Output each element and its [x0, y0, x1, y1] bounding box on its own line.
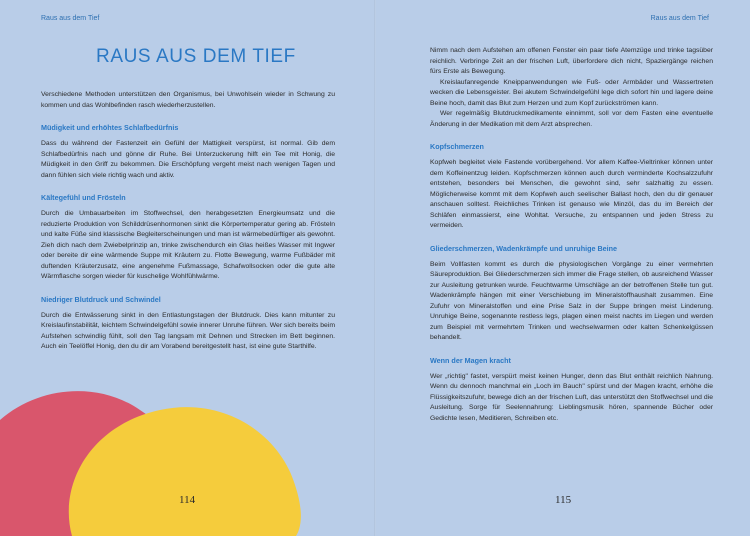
heading-magen: Wenn der Magen kracht	[430, 355, 511, 365]
heading-kaeltegefuehl: Kältegefühl und Frösteln	[41, 193, 126, 202]
right-text-column	[430, 46, 713, 424]
paragraph-muedigkeit: Dass du während der Fastenzeit ein Gefühl der Mattigkeit verspürst, ist normal. Gib dem Schlafbedürfnis nach und gönne dir Ruhe. Bei Unterzuckerung hilft ein Tee mit Honig, die Müdigkeit in den Griff zu bekommen. Die Erschöpfung vergeht meist nach wenigen Tagen und dann fühlen sich viele richtig wach und aktiv.	[41, 140, 335, 179]
running-head-left: Raus aus dem Tief	[41, 15, 100, 22]
heading-kopfschmerzen: Kopfschmerzen	[430, 142, 484, 151]
intro-paragraph: Verschiedene Methoden unterstützen den Organismus, bei Unwohlsein wieder in Schwung zu kommen und das Wohlbefinden rasch wiederherzustellen.	[41, 91, 335, 109]
right-page	[375, 0, 750, 536]
running-head-right: Raus aus dem Tief	[650, 15, 709, 22]
paragraph-blutdruck: Durch die Entwässerung sinkt in den Entlastungstagen der Blutdruck. Dies kann mitunter zu Kreislaufinstabilität, leichtem Schwindelgefühl sowie innerer Unruhe führen. Wer sich bereits beim Aufstehen schwindlig fühlt, soll den Tag langsam mit Dehnen und Strecken im Bett beginnen. Auch ein Teelöffel Honig, den du dir am Vorabend bereitgestellt hast, ist eine gute Starthilfe.	[41, 311, 335, 350]
continuation-paragraph-3: Wer regelmäßig Blutdruckmedikamente einnimmt, soll vor dem Fasten eine eventuelle Änderung in der Medikation mit dem Arzt absprechen.	[430, 110, 713, 128]
heading-muedigkeit: Müdigkeit und erhöhtes Schlafbedürfnis	[41, 123, 179, 132]
chapter-title: RAUS AUS DEM TIEF	[96, 46, 296, 67]
page-number-left: 114	[179, 494, 196, 506]
paragraph-magen: Wer „richtig" fastet, verspürt meist keinen Hunger, denn das Blut enthält reichlich Nahrung. Wenn du dennoch manchmal ein „Loch im Bauch" spürst und der Magen kracht, erhöhe die Flüssigkeitszufuhr, bewege dich an der frischen Luft, das unterstützt den Stoffwechsel und die Ausleitung. Sorge für Seelennahrung: Lieblingsmusik hören, spannende Bücher oder Gedichte lesen, Meditieren, Schreiben etc.	[430, 372, 713, 422]
page-number-right: 115	[555, 494, 572, 506]
paragraph-gliederschmerzen: Beim Vollfasten kommt es durch die physiologischen Vorgänge zu einer vermehrten Säureproduktion. Bei Gliederschmerzen sich immer die Frage stellen, ob ausreichend Wasser zur Ausleitung getrunken wurde. Feuchtwarme Umschläge an der betroffenen Stelle tun gut. Wadenkrämpfe hängen mit einer Verschiebung im Mineralstoffhaushalt zusammen. Eine Zufuhr von Mineralstoffen und eine Prise Salz in der Suppe bringen meist Linderung. Unruhige Beine, sogenannte restless legs, plagen einen meist nachts im Liegen und werden zum Beispiel mit vermehrtem Trinken und wechselwarmen oder kalten Schenkelgüssen behandelt.	[430, 260, 713, 341]
paragraph-kopfschmerzen: Kopfweh begleitet viele Fastende vorübergehend. Vor allem Kaffee-Vieltrinker können unter dem Koffeinentzug leiden. Kopfschmerzen können auch durch verminderte Kochsalzzufuhr entstehen, besonders bei Menschen, die gewohnt sind, sehr salzhaltig zu essen. Möglicherweise kommt mit dem Kopfweh auch seelischer Ballast hoch, den du dir genauer anschauen solltest. Reichliches Trinken ist genauso wie Minzöl, das du im Bereich der Schläfen einmassierst, eine Wohltat. Versuche, zu entspannen und jeden Stress zu vermeiden.	[430, 159, 713, 229]
paragraph-kaeltegefuehl: Durch die Umbauarbeiten im Stoffwechsel, den herabgesetzten Energieumsatz und die reduzierte Produktion von Schilddrüsenhormonen sinkt die Körpertemperatur gering ab. Frösteln und kalte Füße sind klassische Begleiterscheinungen und man ist wärmebedürftiger als gewohnt. Zieh dich nach dem Zwiebelprinzip an, trinke zwischendurch ein Glas heißes Wasser mit Ingwer oder bereite dir eine wärmende Suppe mit Kräutern zu. Flotte Bewegung, warme Fußbäder mit duftenden Kräuterzusatz, eine angenehme Fußmassage, Schafwollsocken oder die gute alte Wärmflasche sorgen wieder für kuschelige Wohlfühlwärme.	[41, 210, 335, 280]
continuation-paragraph-1: Nimm nach dem Aufstehen am offenen Fenster ein paar tiefe Atemzüge und trinke tagsüber reichlich. Verbringe Zeit an der frischen Luft, überfordere dich nicht, Spaziergänge reichen fürs Erste als Bewegung.	[430, 47, 713, 75]
left-text-column	[41, 90, 335, 353]
continuation-paragraph-2: Kreislaufanregende Kneippanwendungen wie Fuß- oder Armbäder und Wassertreten wecken die Lebensgeister. Bei akutem Schwindelgefühl lege dich sofort hin und lagere deine Beine hoch, damit das Blut zum Herzen und zum Kopf zurückströmen kann.	[430, 78, 713, 107]
heading-gliederschmerzen: Gliederschmerzen, Wadenkrämpfe und unruhige Beine	[430, 243, 618, 253]
heading-blutdruck: Niedriger Blutdruck und Schwindel	[41, 294, 161, 304]
